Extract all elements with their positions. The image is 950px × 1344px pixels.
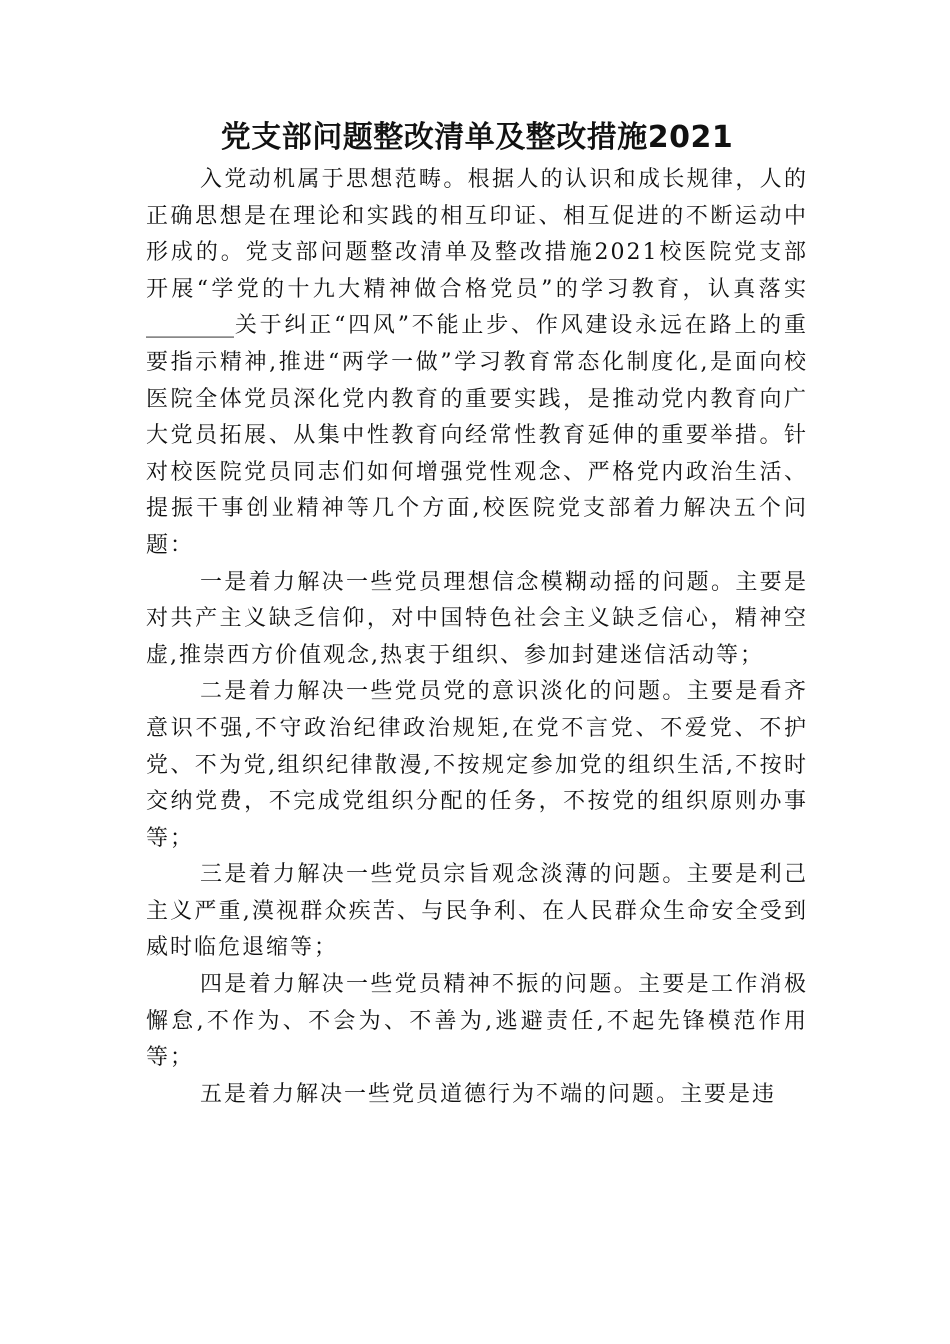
intro-text-part1: 入党动机属于思想范畴。根据人的认识和成长规律，人的正确思想是在理论和实践的相互印证、相互促进的不断运动中形成的。党支部问题整改清单及整改措施2021校医院党支部开展“学党的十九大精神做合格党员”的学习教育，认真落实 (146, 167, 808, 302)
paragraph-problem-1: 一是着力解决一些党员理想信念模糊动摇的问题。主要是对共产主义缺乏信仰，对中国特色社会主义缺乏信心，精神空虚,推崇西方价值观念,热衷于组织、参加封建迷信活动等； (146, 569, 808, 668)
paragraph-problem-3: 三是着力解决一些党员宗旨观念淡薄的问题。主要是利己主义严重,漠视群众疾苦、与民争利、在人民群众生命安全受到威时临危退缩等； (146, 862, 808, 961)
paragraph-problem-4: 四是着力解决一些党员精神不振的问题。主要是工作消极懈怠,不作为、不会为、不善为,逃避责任,不起先锋模范作用等； (146, 972, 808, 1071)
intro-text-part2: 关于纠正“四风”不能止步、作风建设永远在路上的重要指示精神,推进“两学一做”学习教育常态化制度化,是面向校医院全体党员深化党内教育的重要实践，是推动党内教育向广大党员拓展、从集中性教育向经常性教育延伸的重要举措。针对校医院党员同志们如何增强党性观念、严格党内政治生活、提振干事创业精神等几个方面,校医院党支部着力解决五个问题： (146, 313, 808, 558)
intro-paragraph (146, 162, 808, 565)
paragraph-problem-2: 二是着力解决一些党员党的意识淡化的问题。主要是看齐意识不强,不守政治纪律政治规矩,在党不言党、不爱党、不护党、不为党,组织纪律散漫,不按规定参加党的组织生活,不按时交纳党费，不完成党组织分配的任务，不按党的组织原则办事等； (146, 679, 808, 851)
paragraph-problem-5: 五是着力解决一些党员道德行为不端的问题。主要是违 (200, 1081, 777, 1107)
document-title: 党支部问题整改清单及整改措施2021 (220, 120, 734, 155)
intro-blank: ________ (146, 313, 234, 339)
document-page (146, 118, 808, 1113)
